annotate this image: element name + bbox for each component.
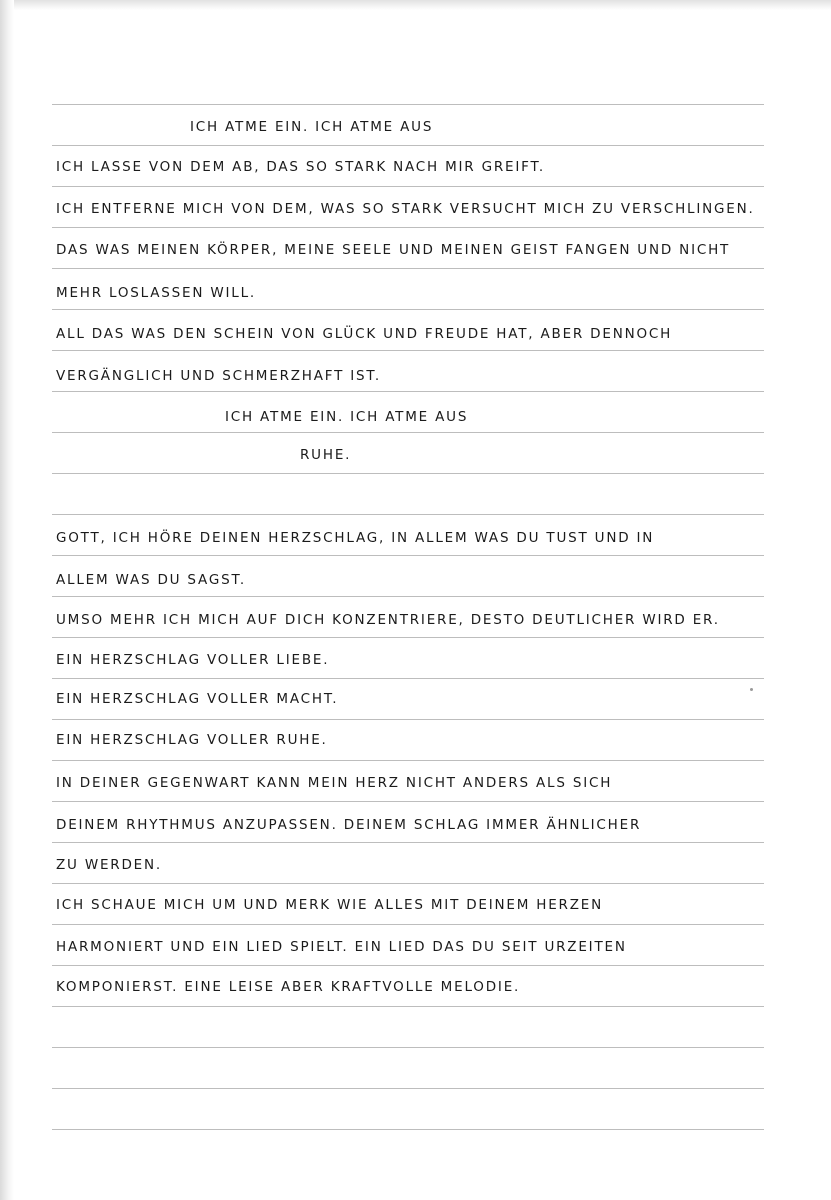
rest-line: RUHE. (300, 447, 352, 463)
ruled-line (52, 596, 764, 597)
refrain-line: ICH ATME EIN. ICH ATME AUS (225, 409, 469, 425)
ruled-line (52, 883, 764, 884)
ruled-line (52, 227, 764, 228)
ruled-line (52, 678, 764, 679)
ruled-line (52, 924, 764, 925)
handwritten-line: EIN HERZSCHLAG VOLLER LIEBE. (56, 652, 330, 668)
ruled-line (52, 1088, 764, 1089)
handwritten-line: EIN HERZSCHLAG VOLLER MACHT. (56, 691, 339, 707)
ruled-line (52, 145, 764, 146)
ruled-line (52, 842, 764, 843)
handwritten-line: MEHR LOSLASSEN WILL. (56, 285, 257, 301)
handwritten-line: ICH LASSE VON DEM AB, DAS SO STARK NACH MIR GREIFT. (56, 159, 545, 175)
refrain-line: ICH ATME EIN. ICH ATME AUS (190, 119, 434, 135)
ruled-line (52, 1129, 764, 1130)
handwritten-line: DEINEM RHYTHMUS ANZUPASSEN. DEINEM SCHLAG IMMER ÄHNLICHER (56, 817, 642, 833)
handwritten-line: HARMONIERT UND EIN LIED SPIELT. EIN LIED DAS DU SEIT URZEITEN (56, 939, 627, 955)
handwritten-line: KOMPONIERST. EINE LEISE ABER KRAFTVOLLE MELODIE. (56, 979, 521, 995)
ruled-line (52, 432, 764, 433)
ruled-line (52, 637, 764, 638)
handwritten-line: EIN HERZSCHLAG VOLLER RUHE. (56, 732, 328, 748)
ruled-line (52, 555, 764, 556)
handwritten-line: UMSO MEHR ICH MICH AUF DICH KONZENTRIERE, DESTO DEUTLICHER WIRD ER. (56, 612, 720, 628)
ruled-line (52, 268, 764, 269)
handwritten-line: DAS WAS MEINEN KÖRPER, MEINE SEELE UND MEINEN GEIST FANGEN UND NICHT (56, 242, 731, 258)
ruled-line (52, 309, 764, 310)
handwritten-line: ICH ENTFERNE MICH VON DEM, WAS SO STARK VERSUCHT MICH ZU VERSCHLINGEN. (56, 201, 755, 217)
handwritten-line: ICH SCHAUE MICH UM UND MERK WIE ALLES MIT DEINEM HERZEN (56, 897, 604, 913)
page-binding-edge (0, 0, 14, 1200)
ruled-line (52, 719, 764, 720)
ruled-line (52, 350, 764, 351)
ruled-line (52, 186, 764, 187)
paper-speck (750, 688, 753, 691)
handwritten-line: IN DEINER GEGENWART KANN MEIN HERZ NICHT ANDERS ALS SICH (56, 775, 613, 791)
ruled-line (52, 1006, 764, 1007)
ruled-line (52, 514, 764, 515)
ruled-line (52, 1047, 764, 1048)
ruled-line (52, 473, 764, 474)
ruled-line (52, 801, 764, 802)
handwritten-line: VERGÄNGLICH UND SCHMERZHAFT IST. (56, 368, 381, 384)
ruled-line (52, 965, 764, 966)
handwritten-line: ZU WERDEN. (56, 857, 162, 873)
ruled-line (52, 760, 764, 761)
handwritten-line: GOTT, ICH HÖRE DEINEN HERZSCHLAG, IN ALLEM WAS DU TUST UND IN (56, 530, 655, 546)
ruled-line (52, 104, 764, 105)
page-top-edge (0, 0, 831, 10)
handwritten-line: ALLEM WAS DU SAGST. (56, 572, 247, 588)
handwritten-line: ALL DAS WAS DEN SCHEIN VON GLÜCK UND FREUDE HAT, ABER DENNOCH (56, 326, 673, 342)
ruled-line (52, 391, 764, 392)
